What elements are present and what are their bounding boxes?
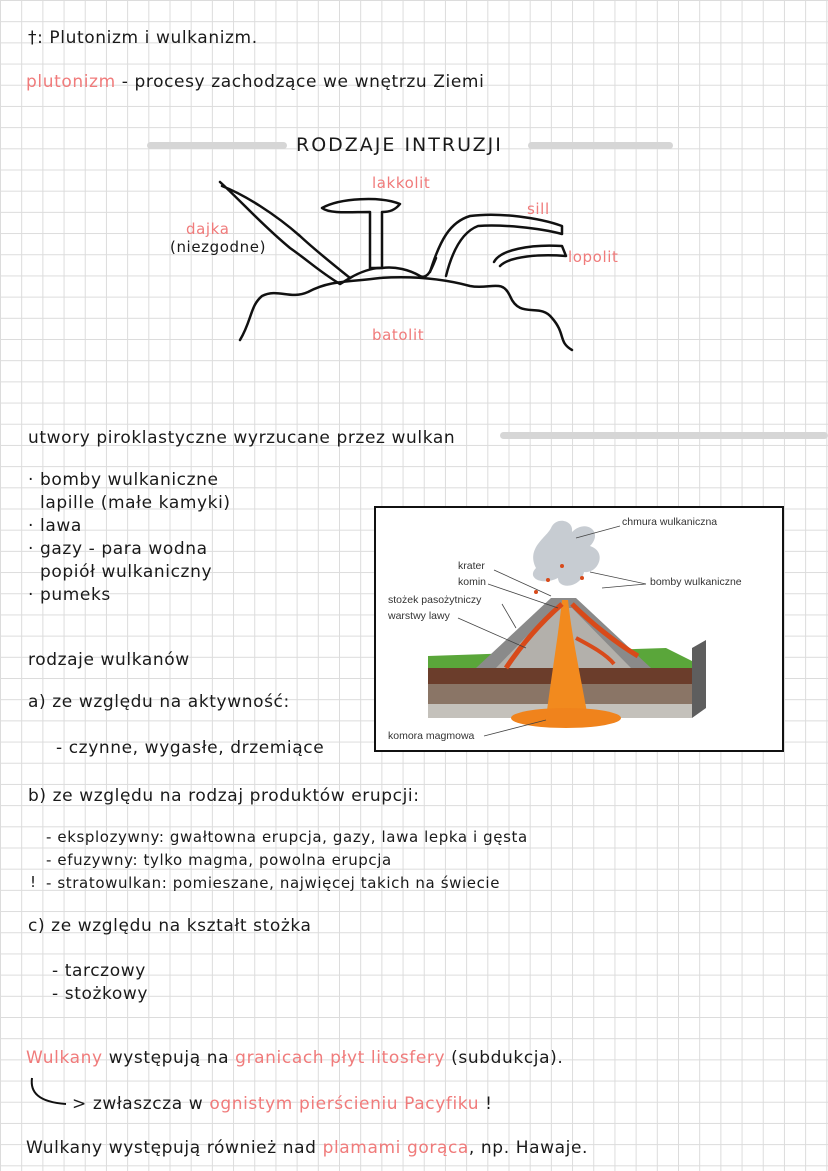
- footer-l1-text: występują na: [102, 1048, 236, 1068]
- footer-line-1: [26, 1048, 563, 1068]
- page-heading: †: Plutonizm i wulkanizm.: [28, 28, 258, 48]
- label-sill: sill: [527, 200, 550, 218]
- dike-shape: [220, 182, 350, 284]
- pyro-item: · lawa: [28, 516, 82, 536]
- label-batolit: batolit: [372, 326, 425, 344]
- footer-l1-wulkany: Wulkany: [26, 1048, 103, 1068]
- footer-l3-text: Wulkany występują również nad: [26, 1138, 323, 1158]
- types-c-item: - stożkowy: [52, 984, 148, 1004]
- highlight-bar-left: [147, 142, 287, 149]
- pyro-item: popiół wulkaniczny: [40, 562, 213, 582]
- footer-line-2: [72, 1094, 493, 1114]
- types-b-item: - stratowulkan: pomieszane, najwięcej takich na świecie: [46, 874, 501, 892]
- fig-label-crater: krater: [458, 560, 485, 572]
- label-lopolit: lopolit: [568, 248, 619, 266]
- definition-text: - procesy zachodzące we wnętrzu Ziemi: [115, 72, 485, 92]
- term-plutonizm: plutonizm: [26, 72, 116, 92]
- footer-l2-highlight: ognistym pierścieniu Pacyfiku: [209, 1094, 480, 1114]
- footer-l1-highlight: granicach płyt litosfery: [235, 1048, 446, 1068]
- laccolith-shape: [322, 199, 400, 268]
- footer-line-3: [26, 1138, 588, 1158]
- types-b-item: - eksplozywny: gwałtowna erupcja, gazy, lawa lepka i gęsta: [46, 828, 528, 846]
- pyro-item: lapille (małe kamyki): [40, 493, 231, 513]
- types-b-item: - efuzywny: tylko magma, powolna erupcja: [46, 851, 392, 869]
- fig-label-vent: komin: [458, 576, 487, 588]
- volcano-figure: [374, 506, 784, 752]
- types-c-title: c) ze względu na kształt stożka: [28, 916, 312, 936]
- label-lakkolit: lakkolit: [372, 174, 431, 192]
- intrusions-title: RODZAJE INTRUZJI: [296, 134, 503, 156]
- fig-label-bombs: bomby wulkaniczne: [650, 576, 742, 588]
- fig-label-lava-layers: warstwy lawy: [388, 610, 450, 622]
- types-a-item: - czynne, wygasłe, drzemiące: [56, 738, 325, 758]
- exclamation-mark: !: [30, 873, 37, 891]
- highlight-bar-pyro: [500, 432, 828, 439]
- pyro-title: utwory piroklastyczne wyrzucane przez wulkan: [28, 428, 456, 448]
- types-c-item: - tarczowy: [52, 961, 146, 981]
- fig-label-chamber: komora magmowa: [388, 730, 475, 742]
- footer-l3-highlight: plamami gorąca: [322, 1138, 469, 1158]
- highlight-bar-right: [528, 142, 673, 149]
- footer-l1-end: (subdukcja).: [445, 1048, 564, 1068]
- label-dajka-note: (niezgodne): [170, 238, 267, 256]
- sill-shape: [430, 215, 562, 276]
- fig-label-parasitic: stożek pasożytniczy: [388, 594, 482, 606]
- types-title: rodzaje wulkanów: [28, 650, 190, 670]
- pyro-item: · bomby wulkaniczne: [28, 470, 219, 490]
- types-a-title: a) ze względu na aktywność:: [28, 692, 290, 712]
- label-dajka: dajka: [186, 220, 230, 238]
- fig-label-cloud: chmura wulkaniczna: [622, 516, 718, 528]
- footer-l2-end: !: [479, 1094, 493, 1114]
- definition-line: [26, 72, 484, 92]
- pyro-item: · pumeks: [28, 585, 111, 605]
- pyro-item: · gazy - para wodna: [28, 539, 208, 559]
- footer-l2-text: > zwłaszcza w: [72, 1094, 210, 1114]
- types-b-title: b) ze względu na rodzaj produktów erupcji:: [28, 786, 420, 806]
- volcano-illustration: [376, 508, 782, 750]
- lopolith-shape: [494, 246, 566, 266]
- footer-l3-end: , np. Hawaje.: [468, 1138, 589, 1158]
